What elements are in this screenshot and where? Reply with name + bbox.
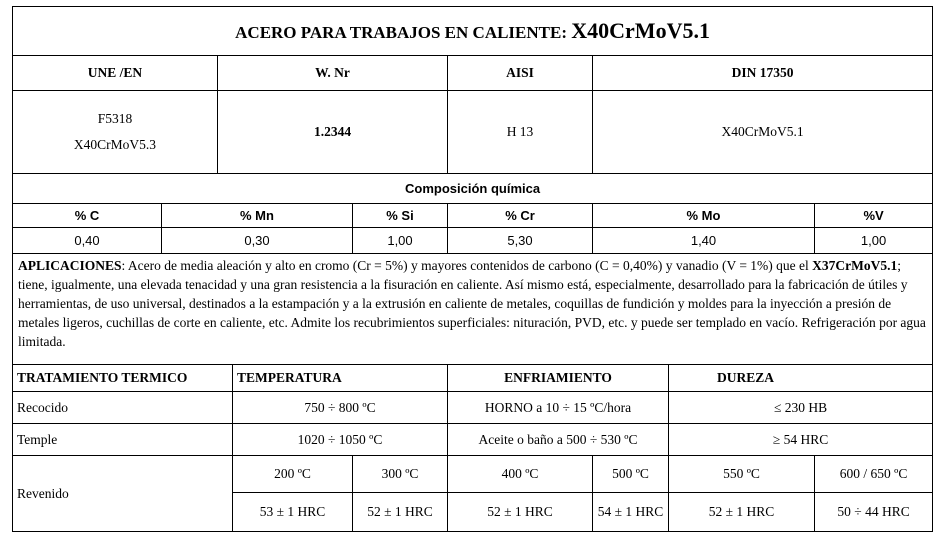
value-din: X40CrMoV5.1 (593, 91, 933, 174)
applications-steel-grade: X37CrMoV5.1 (812, 258, 898, 273)
comp-header-cr: % Cr (448, 204, 593, 228)
header-din: DIN 17350 (593, 56, 933, 91)
revenido-temp: 200 ºC (233, 456, 353, 493)
tt-header-treatment: TRATAMIENTO TERMICO (13, 365, 233, 392)
composition-title: Composición química (13, 174, 933, 204)
revenido-hardness: 52 ± 1 HRC (669, 493, 815, 532)
datasheet-table (12, 6, 933, 532)
revenido-temp: 600 / 650 ºC (815, 456, 933, 493)
tt-row-hardness: ≥ 54 HRC (669, 424, 933, 456)
revenido-hardness: 50 ÷ 44 HRC (815, 493, 933, 532)
applications-label: APLICACIONES (18, 258, 122, 273)
tt-row-name: Temple (13, 424, 233, 456)
tt-row-temperature: 750 ÷ 800 ºC (233, 392, 448, 424)
tt-row-name: Recocido (13, 392, 233, 424)
comp-value-c: 0,40 (13, 228, 162, 254)
revenido-temp: 550 ºC (669, 456, 815, 493)
revenido-hardness: 52 ± 1 HRC (353, 493, 448, 532)
header-une: UNE /EN (13, 56, 218, 91)
steel-datasheet (12, 6, 932, 538)
comp-header-si: % Si (353, 204, 448, 228)
comp-value-cr: 5,30 (448, 228, 593, 254)
une-line-2: X40CrMoV5.3 (73, 137, 157, 152)
comp-value-si: 1,00 (353, 228, 448, 254)
revenido-hardness: 52 ± 1 HRC (448, 493, 593, 532)
header-aisi: AISI (448, 56, 593, 91)
applications-text-1: : Acero de media aleación y alto en cromo (Cr = 5%) y mayores contenidos de carbono (C = 0,40%) y vanadio (V = 1%) que el (121, 258, 809, 273)
revenido-temp: 400 ºC (448, 456, 593, 493)
title-prefix: ACERO PARA TRABAJOS EN CALIENTE: (235, 23, 568, 42)
comp-value-mo: 1,40 (593, 228, 815, 254)
tt-row-cooling: Aceite o baño a 500 ÷ 530 ºC (448, 424, 669, 456)
comp-header-v: %V (815, 204, 933, 228)
tt-row-cooling: HORNO a 10 ÷ 15 ºC/hora (448, 392, 669, 424)
comp-header-c: % C (13, 204, 162, 228)
title-grade: X40CrMoV5.1 (571, 18, 710, 43)
comp-value-v: 1,00 (815, 228, 933, 254)
value-aisi: H 13 (448, 91, 593, 174)
comp-header-mn: % Mn (162, 204, 353, 228)
revenido-hardness: 54 ± 1 HRC (593, 493, 669, 532)
revenido-temp: 300 ºC (353, 456, 448, 493)
value-une (13, 91, 218, 174)
applications-text-2: ; tiene, igualmente, una elevada tenacidad y una gran resistencia a la fisuración en caliente. Así mismo está, especialmente, desarrollado para la fabricación de útiles y herramientas, de uso universal, destinados a la estampación y a la extrusión en caliente de metales, coquillas de fundición y moldes para la inyección a presión de metales ligeros, cuchillas de corte en caliente, etc. Admite los recubrimientos superficiales: nituración, PVD, etc. y puede ser templado en vacío. Refrigeración por agua limitada. (18, 258, 926, 349)
page-title (13, 7, 933, 56)
tt-row-temperature: 1020 ÷ 1050 ºC (233, 424, 448, 456)
une-line-1: F5318 (97, 111, 133, 126)
comp-header-mo: % Mo (593, 204, 815, 228)
revenido-hardness: 53 ± 1 HRC (233, 493, 353, 532)
revenido-temp: 500 ºC (593, 456, 669, 493)
comp-value-mn: 0,30 (162, 228, 353, 254)
tt-header-cooling: ENFRIAMIENTO (448, 365, 669, 392)
revenido-label: Revenido (13, 456, 233, 532)
tt-header-hardness: DUREZA (669, 365, 933, 392)
tt-header-temperature: TEMPERATURA (233, 365, 448, 392)
tt-row-hardness: ≤ 230 HB (669, 392, 933, 424)
header-wnr: W. Nr (218, 56, 448, 91)
value-wnr: 1.2344 (218, 91, 448, 174)
applications-paragraph (13, 254, 933, 365)
